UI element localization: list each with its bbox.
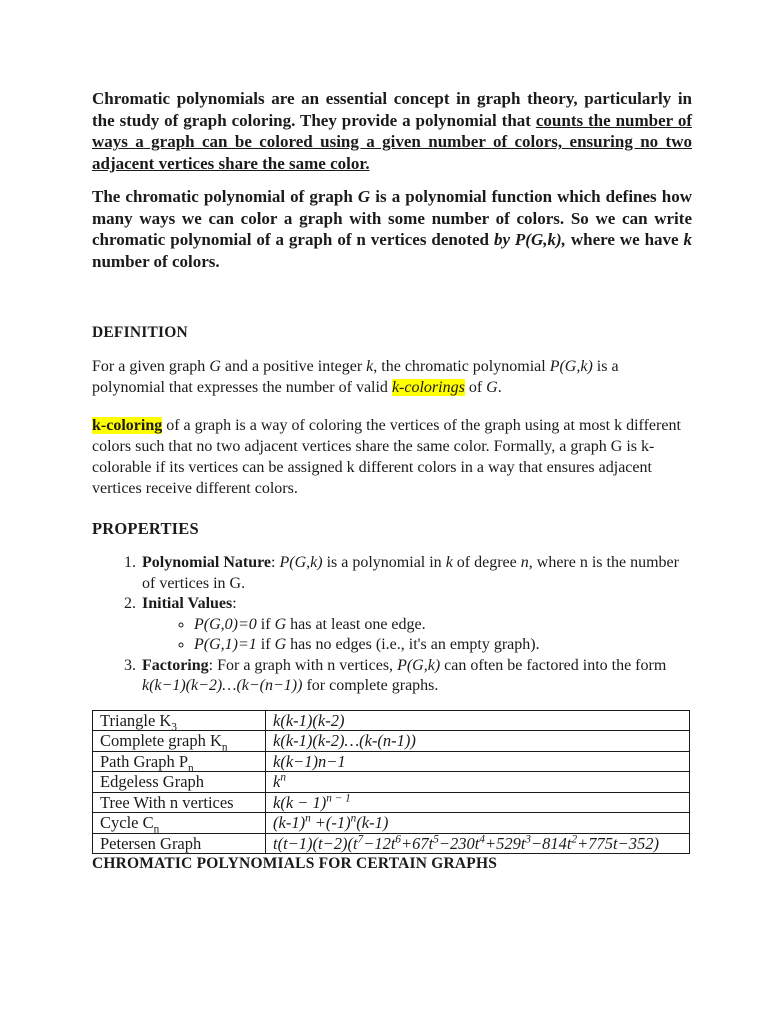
graph-name-cell: Tree With n vertices — [93, 792, 266, 813]
formula-cell: $t(t-1)(t-2)(t^7-12t^6+67t^5-230t^4+529t^3-814t^2+775t-352)$ — [266, 833, 690, 854]
table-row — [93, 772, 690, 793]
formula-cell: k(k−1)n−1 — [266, 751, 690, 772]
list-item-text: Initial Values: — [142, 595, 237, 612]
list-item — [194, 615, 692, 636]
definition-paragraph: For a given graph G and a positive integer k, the chromatic polynomial P(G,k) is a polynomial that expresses the number of valid k-colorings of G. — [92, 358, 619, 396]
intro-paragraph-1: Chromatic polynomials are an essential concept in graph theory, particularly in the study of graph coloring. They provide a polynomial that counts the number of ways a graph can be colored using a given number of colors, ensuring no two adjacent vertices share the same color. — [92, 89, 692, 173]
formula-cell: $k(k - 1)^{n - 1}$ — [266, 792, 690, 813]
formula-cell: $k^n$ — [266, 772, 690, 793]
table-caption: CHROMATIC POLYNOMIALS FOR CERTAIN GRAPHS — [92, 855, 498, 872]
formula-cell: k(k-1)(k-2) — [266, 710, 690, 731]
table-row — [93, 813, 690, 834]
graph-name-cell: Triangle $K_3$ — [93, 710, 266, 731]
table-row — [93, 751, 690, 772]
list-item — [140, 553, 692, 594]
formula-cell: $(k-1)^n +(-1)^n(k-1)$ — [266, 813, 690, 834]
list-item-text: Polynomial Nature: P(G,k) is a polynomial in k of degree n, where n is the number of vertices in G. — [142, 554, 679, 592]
initial-values-sublist — [142, 615, 692, 656]
chromatic-polynomials-table — [92, 710, 690, 855]
table-row — [93, 710, 690, 731]
graph-name-cell: Petersen Graph — [93, 833, 266, 854]
list-item-text: P(G,0)=0 if G has at least one edge. — [194, 615, 426, 633]
list-item-text: P(G,1)=1 if G has no edges (i.e., it's an empty graph). — [194, 636, 540, 653]
graph-name-cell: Complete graph $K_n$ — [93, 731, 266, 752]
k-coloring-paragraph: k-coloring of a graph is a way of coloring the vertices of the graph using at most k different colors such that no two adjacent vertices share the same color. Formally, a graph G is k-colorable if its vertices can be assigned k different colors in a way that ensures adjacent vertices receive different colors. — [92, 417, 681, 497]
table-row — [93, 833, 690, 854]
graph-name-cell: Path Graph $P_n$ — [93, 751, 266, 772]
graph-name-cell: Edgeless Graph — [93, 772, 266, 793]
table-row — [93, 792, 690, 813]
list-item — [194, 635, 692, 656]
list-item-text: Factoring: For a graph with n vertices, P(G,k) can often be factored into the form k(k−1)(k−2)…(k−(n−1)) for complete graphs. — [142, 656, 667, 694]
list-item — [140, 594, 692, 656]
properties-list — [92, 553, 692, 697]
formula-cell: k(k-1)(k-2)…(k-(n-1)) — [266, 731, 690, 752]
list-item — [140, 656, 692, 697]
definition-heading: DEFINITION — [92, 324, 188, 341]
table-row — [93, 731, 690, 752]
intro-paragraph-2: The chromatic polynomial of graph G is a polynomial function which defines how many ways we can color a graph with some number of colors. So we can write chromatic polynomial of a graph of n vertices denoted by P(G,k), where we have k number of colors. — [92, 187, 692, 271]
graph-name-cell: Cycle $C_n$ — [93, 813, 266, 834]
properties-heading: PROPERTIES — [92, 519, 199, 538]
